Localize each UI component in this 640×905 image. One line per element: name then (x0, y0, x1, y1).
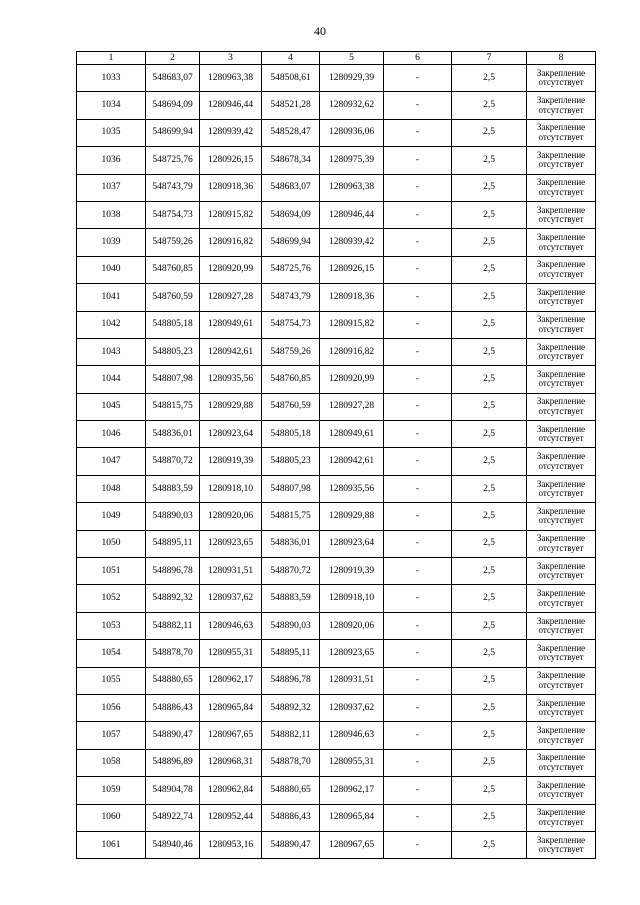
table-row (77, 694, 596, 721)
cell-col7: 2,5 (452, 722, 527, 749)
cell-x2: 548760,59 (262, 393, 320, 420)
cell-col7: 2,5 (452, 421, 527, 448)
column-header-4: 4 (262, 52, 320, 65)
cell-y1: 1280919,39 (200, 448, 262, 475)
cell-y2: 1280946,63 (320, 722, 384, 749)
cell-note: Закрепление отсутствует (527, 201, 596, 228)
cell-y2: 1280955,31 (320, 749, 384, 776)
cell-col7: 2,5 (452, 530, 527, 557)
cell-y2: 1280932,62 (320, 92, 384, 119)
cell-y2: 1280929,39 (320, 65, 384, 92)
cell-x1: 548886,43 (146, 694, 200, 721)
cell-col7: 2,5 (452, 92, 527, 119)
cell-y1: 1280927,28 (200, 284, 262, 311)
cell-x1: 548694,09 (146, 92, 200, 119)
cell-x1: 548743,79 (146, 174, 200, 201)
cell-col7: 2,5 (452, 804, 527, 831)
cell-point-number: 1038 (77, 201, 146, 228)
cell-x1: 548882,11 (146, 612, 200, 639)
cell-col7: 2,5 (452, 393, 527, 420)
cell-col7: 2,5 (452, 694, 527, 721)
cell-y1: 1280952,44 (200, 804, 262, 831)
cell-x1: 548760,85 (146, 256, 200, 283)
cell-y2: 1280918,10 (320, 585, 384, 612)
cell-point-number: 1037 (77, 174, 146, 201)
table-row (77, 530, 596, 557)
cell-note: Закрепление отсутствует (527, 558, 596, 585)
cell-x1: 548878,70 (146, 640, 200, 667)
cell-col7: 2,5 (452, 284, 527, 311)
cell-x2: 548896,78 (262, 667, 320, 694)
cell-y1: 1280965,84 (200, 694, 262, 721)
cell-note: Закрепление отсутствует (527, 393, 596, 420)
cell-x2: 548870,72 (262, 558, 320, 585)
table-row (77, 558, 596, 585)
cell-point-number: 1056 (77, 694, 146, 721)
cell-x2: 548878,70 (262, 749, 320, 776)
cell-col6: - (384, 311, 452, 338)
cell-col7: 2,5 (452, 338, 527, 365)
cell-x2: 548528,47 (262, 119, 320, 146)
cell-y1: 1280946,44 (200, 92, 262, 119)
cell-point-number: 1050 (77, 530, 146, 557)
table-row (77, 393, 596, 420)
cell-x1: 548725,76 (146, 147, 200, 174)
cell-x1: 548896,89 (146, 749, 200, 776)
cell-x2: 548743,79 (262, 284, 320, 311)
cell-point-number: 1060 (77, 804, 146, 831)
cell-col6: - (384, 201, 452, 228)
cell-x2: 548836,01 (262, 530, 320, 557)
cell-x1: 548805,23 (146, 338, 200, 365)
cell-point-number: 1035 (77, 119, 146, 146)
cell-x2: 548890,47 (262, 831, 320, 858)
cell-y1: 1280946,63 (200, 612, 262, 639)
cell-col6: - (384, 667, 452, 694)
cell-y1: 1280949,61 (200, 311, 262, 338)
cell-x1: 548895,11 (146, 530, 200, 557)
cell-point-number: 1054 (77, 640, 146, 667)
cell-y1: 1280923,65 (200, 530, 262, 557)
cell-note: Закрепление отсутствует (527, 65, 596, 92)
cell-col7: 2,5 (452, 174, 527, 201)
cell-col7: 2,5 (452, 311, 527, 338)
cell-col6: - (384, 256, 452, 283)
cell-y2: 1280926,15 (320, 256, 384, 283)
cell-col7: 2,5 (452, 119, 527, 146)
table-row (77, 831, 596, 858)
table-row (77, 256, 596, 283)
cell-x2: 548725,76 (262, 256, 320, 283)
column-header-5: 5 (320, 52, 384, 65)
cell-note: Закрепление отсутствует (527, 256, 596, 283)
table-row (77, 777, 596, 804)
cell-x1: 548940,46 (146, 831, 200, 858)
cell-point-number: 1051 (77, 558, 146, 585)
table-body (77, 65, 596, 859)
cell-point-number: 1053 (77, 612, 146, 639)
cell-x2: 548760,85 (262, 366, 320, 393)
cell-y1: 1280918,36 (200, 174, 262, 201)
cell-y2: 1280939,42 (320, 229, 384, 256)
table-row (77, 749, 596, 776)
cell-x1: 548754,73 (146, 201, 200, 228)
cell-note: Закрепление отсутствует (527, 119, 596, 146)
cell-y2: 1280937,62 (320, 694, 384, 721)
cell-y1: 1280918,10 (200, 475, 262, 502)
table-row (77, 585, 596, 612)
column-header-2: 2 (146, 52, 200, 65)
cell-y1: 1280968,31 (200, 749, 262, 776)
cell-col6: - (384, 338, 452, 365)
cell-x1: 548760,59 (146, 284, 200, 311)
table-row (77, 448, 596, 475)
cell-col6: - (384, 366, 452, 393)
cell-x2: 548759,26 (262, 338, 320, 365)
cell-y2: 1280929,88 (320, 503, 384, 530)
cell-y1: 1280923,64 (200, 421, 262, 448)
cell-note: Закрепление отсутствует (527, 667, 596, 694)
cell-col7: 2,5 (452, 749, 527, 776)
cell-x1: 548805,18 (146, 311, 200, 338)
cell-y2: 1280942,61 (320, 448, 384, 475)
cell-col6: - (384, 612, 452, 639)
cell-x2: 548882,11 (262, 722, 320, 749)
cell-x1: 548896,78 (146, 558, 200, 585)
cell-note: Закрепление отсутствует (527, 311, 596, 338)
cell-y2: 1280931,51 (320, 667, 384, 694)
cell-y2: 1280923,64 (320, 530, 384, 557)
cell-note: Закрепление отсутствует (527, 749, 596, 776)
cell-y1: 1280955,31 (200, 640, 262, 667)
cell-note: Закрепление отсутствует (527, 804, 596, 831)
cell-col7: 2,5 (452, 475, 527, 502)
cell-note: Закрепление отсутствует (527, 694, 596, 721)
cell-y2: 1280962,17 (320, 777, 384, 804)
cell-col6: - (384, 804, 452, 831)
cell-x1: 548883,59 (146, 475, 200, 502)
column-header-7: 7 (452, 52, 527, 65)
cell-point-number: 1059 (77, 777, 146, 804)
cell-y1: 1280967,65 (200, 722, 262, 749)
cell-note: Закрепление отсутствует (527, 366, 596, 393)
cell-note: Закрепление отсутствует (527, 777, 596, 804)
column-header-3: 3 (200, 52, 262, 65)
cell-col6: - (384, 147, 452, 174)
cell-x2: 548890,03 (262, 612, 320, 639)
cell-col6: - (384, 777, 452, 804)
cell-point-number: 1043 (77, 338, 146, 365)
cell-x2: 548805,18 (262, 421, 320, 448)
cell-y1: 1280916,82 (200, 229, 262, 256)
cell-x2: 548521,28 (262, 92, 320, 119)
cell-col7: 2,5 (452, 147, 527, 174)
cell-point-number: 1033 (77, 65, 146, 92)
cell-note: Закрепление отсутствует (527, 421, 596, 448)
table-row (77, 92, 596, 119)
cell-col6: - (384, 749, 452, 776)
cell-point-number: 1041 (77, 284, 146, 311)
cell-x2: 548754,73 (262, 311, 320, 338)
cell-col6: - (384, 65, 452, 92)
cell-y2: 1280949,61 (320, 421, 384, 448)
cell-y1: 1280920,06 (200, 503, 262, 530)
cell-point-number: 1049 (77, 503, 146, 530)
cell-col7: 2,5 (452, 667, 527, 694)
cell-x2: 548886,43 (262, 804, 320, 831)
cell-note: Закрепление отсутствует (527, 640, 596, 667)
cell-x2: 548805,23 (262, 448, 320, 475)
cell-x2: 548683,07 (262, 174, 320, 201)
cell-x2: 548694,09 (262, 201, 320, 228)
cell-note: Закрепление отсутствует (527, 229, 596, 256)
table-row (77, 338, 596, 365)
cell-x2: 548892,32 (262, 694, 320, 721)
cell-x2: 548880,65 (262, 777, 320, 804)
cell-y1: 1280962,17 (200, 667, 262, 694)
cell-col6: - (384, 475, 452, 502)
cell-x1: 548922,74 (146, 804, 200, 831)
cell-col6: - (384, 448, 452, 475)
cell-col7: 2,5 (452, 777, 527, 804)
cell-x1: 548904,78 (146, 777, 200, 804)
cell-point-number: 1061 (77, 831, 146, 858)
table-row (77, 503, 596, 530)
cell-col6: - (384, 421, 452, 448)
cell-col7: 2,5 (452, 366, 527, 393)
cell-note: Закрепление отсутствует (527, 831, 596, 858)
cell-y2: 1280915,82 (320, 311, 384, 338)
cell-point-number: 1039 (77, 229, 146, 256)
cell-point-number: 1055 (77, 667, 146, 694)
cell-y2: 1280975,39 (320, 147, 384, 174)
cell-y2: 1280967,65 (320, 831, 384, 858)
cell-col6: - (384, 694, 452, 721)
table-row (77, 174, 596, 201)
cell-x2: 548895,11 (262, 640, 320, 667)
cell-note: Закрепление отсутствует (527, 174, 596, 201)
cell-col6: - (384, 503, 452, 530)
table-row (77, 667, 596, 694)
cell-y1: 1280929,88 (200, 393, 262, 420)
cell-x2: 548678,34 (262, 147, 320, 174)
cell-col7: 2,5 (452, 585, 527, 612)
cell-point-number: 1058 (77, 749, 146, 776)
cell-y2: 1280920,06 (320, 612, 384, 639)
table-row (77, 421, 596, 448)
cell-y1: 1280937,62 (200, 585, 262, 612)
cell-col7: 2,5 (452, 640, 527, 667)
cell-note: Закрепление отсутствует (527, 92, 596, 119)
cell-x2: 548815,75 (262, 503, 320, 530)
cell-col7: 2,5 (452, 256, 527, 283)
cell-note: Закрепление отсутствует (527, 503, 596, 530)
cell-x1: 548870,72 (146, 448, 200, 475)
cell-point-number: 1046 (77, 421, 146, 448)
cell-x1: 548890,03 (146, 503, 200, 530)
cell-col6: - (384, 831, 452, 858)
table-row (77, 722, 596, 749)
cell-point-number: 1057 (77, 722, 146, 749)
cell-y2: 1280919,39 (320, 558, 384, 585)
cell-y2: 1280935,56 (320, 475, 384, 502)
cell-col6: - (384, 174, 452, 201)
cell-col6: - (384, 585, 452, 612)
column-header-1: 1 (77, 52, 146, 65)
table-row (77, 475, 596, 502)
cell-col6: - (384, 119, 452, 146)
cell-col6: - (384, 530, 452, 557)
coordinates-table (76, 51, 596, 859)
column-header-6: 6 (384, 52, 452, 65)
cell-y1: 1280920,99 (200, 256, 262, 283)
cell-y2: 1280918,36 (320, 284, 384, 311)
cell-x1: 548699,94 (146, 119, 200, 146)
cell-y1: 1280962,84 (200, 777, 262, 804)
cell-x1: 548880,65 (146, 667, 200, 694)
cell-point-number: 1052 (77, 585, 146, 612)
cell-y1: 1280963,38 (200, 65, 262, 92)
cell-col7: 2,5 (452, 612, 527, 639)
cell-col7: 2,5 (452, 831, 527, 858)
cell-note: Закрепление отсутствует (527, 147, 596, 174)
cell-y1: 1280926,15 (200, 147, 262, 174)
cell-col7: 2,5 (452, 503, 527, 530)
table-row (77, 366, 596, 393)
cell-x1: 548683,07 (146, 65, 200, 92)
cell-point-number: 1044 (77, 366, 146, 393)
cell-x1: 548890,47 (146, 722, 200, 749)
cell-col6: - (384, 229, 452, 256)
cell-y1: 1280942,61 (200, 338, 262, 365)
cell-y2: 1280916,82 (320, 338, 384, 365)
cell-col7: 2,5 (452, 201, 527, 228)
cell-col6: - (384, 284, 452, 311)
table-header-row (77, 52, 596, 65)
table-row (77, 640, 596, 667)
cell-point-number: 1045 (77, 393, 146, 420)
cell-y1: 1280935,56 (200, 366, 262, 393)
cell-note: Закрепление отсутствует (527, 338, 596, 365)
cell-x1: 548759,26 (146, 229, 200, 256)
cell-note: Закрепление отсутствует (527, 530, 596, 557)
cell-x2: 548699,94 (262, 229, 320, 256)
cell-col6: - (384, 92, 452, 119)
cell-y2: 1280920,99 (320, 366, 384, 393)
cell-y2: 1280923,65 (320, 640, 384, 667)
cell-col7: 2,5 (452, 229, 527, 256)
cell-point-number: 1042 (77, 311, 146, 338)
cell-note: Закрепление отсутствует (527, 612, 596, 639)
cell-note: Закрепление отсутствует (527, 585, 596, 612)
cell-x1: 548807,98 (146, 366, 200, 393)
cell-x2: 548883,59 (262, 585, 320, 612)
table-row (77, 311, 596, 338)
table-row (77, 201, 596, 228)
table-row (77, 804, 596, 831)
cell-point-number: 1048 (77, 475, 146, 502)
cell-y2: 1280965,84 (320, 804, 384, 831)
page-number: 40 (314, 24, 326, 38)
cell-x2: 548807,98 (262, 475, 320, 502)
cell-y2: 1280927,28 (320, 393, 384, 420)
cell-note: Закрепление отсутствует (527, 448, 596, 475)
table-row (77, 147, 596, 174)
cell-col6: - (384, 722, 452, 749)
cell-col6: - (384, 558, 452, 585)
cell-col6: - (384, 393, 452, 420)
cell-point-number: 1034 (77, 92, 146, 119)
cell-y2: 1280963,38 (320, 174, 384, 201)
cell-note: Закрепление отсутствует (527, 722, 596, 749)
table-row (77, 119, 596, 146)
cell-note: Закрепление отсутствует (527, 475, 596, 502)
cell-col7: 2,5 (452, 65, 527, 92)
table-row (77, 229, 596, 256)
cell-x1: 548815,75 (146, 393, 200, 420)
cell-col7: 2,5 (452, 558, 527, 585)
cell-x1: 548836,01 (146, 421, 200, 448)
cell-col7: 2,5 (452, 448, 527, 475)
cell-note: Закрепление отсутствует (527, 284, 596, 311)
column-header-8: 8 (527, 52, 596, 65)
cell-y1: 1280953,16 (200, 831, 262, 858)
cell-y2: 1280936,06 (320, 119, 384, 146)
cell-y1: 1280931,51 (200, 558, 262, 585)
table-row (77, 65, 596, 92)
cell-point-number: 1040 (77, 256, 146, 283)
cell-y1: 1280915,82 (200, 201, 262, 228)
cell-x1: 548892,32 (146, 585, 200, 612)
table-row (77, 284, 596, 311)
cell-point-number: 1047 (77, 448, 146, 475)
cell-x2: 548508,61 (262, 65, 320, 92)
cell-y1: 1280939,42 (200, 119, 262, 146)
table-row (77, 612, 596, 639)
cell-y2: 1280946,44 (320, 201, 384, 228)
cell-col6: - (384, 640, 452, 667)
cell-point-number: 1036 (77, 147, 146, 174)
